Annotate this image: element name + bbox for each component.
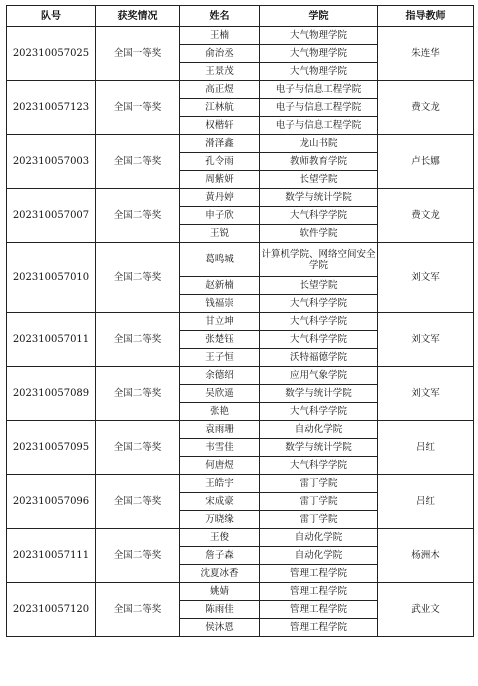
award-table [6, 5, 474, 637]
table-row [7, 475, 474, 493]
award-cell: 全国二等奖 [96, 313, 180, 367]
team-id-cell: 202310057089 [7, 367, 96, 421]
member-college-cell: 自动化学院 [260, 529, 378, 547]
member-name-cell: 申子欣 [180, 207, 260, 225]
header-college: 学院 [260, 6, 378, 27]
team-id-cell: 202310057096 [7, 475, 96, 529]
member-college-cell: 数学与统计学院 [260, 189, 378, 207]
award-cell: 全国二等奖 [96, 135, 180, 189]
member-college-cell: 管理工程学院 [260, 583, 378, 601]
member-college-cell: 自动化学院 [260, 547, 378, 565]
member-name-cell: 黄丹婷 [180, 189, 260, 207]
member-college-cell: 大气物理学院 [260, 27, 378, 45]
table-row [7, 243, 474, 277]
member-college-cell: 龙山书院 [260, 135, 378, 153]
header-teacher: 指导教师 [378, 6, 474, 27]
member-college-cell: 雷丁学院 [260, 493, 378, 511]
member-college-cell: 数学与统计学院 [260, 385, 378, 403]
member-name-cell: 何唐煜 [180, 457, 260, 475]
member-name-cell: 甘立坤 [180, 313, 260, 331]
member-college-cell: 电子与信息工程学院 [260, 117, 378, 135]
member-college-cell: 电子与信息工程学院 [260, 81, 378, 99]
teacher-cell: 杨洲木 [378, 529, 474, 583]
award-cell: 全国二等奖 [96, 367, 180, 421]
award-cell: 全国一等奖 [96, 81, 180, 135]
member-name-cell: 权楷轩 [180, 117, 260, 135]
team-id-cell: 202310057007 [7, 189, 96, 243]
member-college-cell: 软件学院 [260, 225, 378, 243]
member-college-cell: 大气科学学院 [260, 403, 378, 421]
teacher-cell: 卢长娜 [378, 135, 474, 189]
member-name-cell: 姚婧 [180, 583, 260, 601]
member-name-cell: 葛鸣城 [180, 243, 260, 277]
header-name: 姓名 [180, 6, 260, 27]
table-row [7, 529, 474, 547]
table-row [7, 421, 474, 439]
teacher-cell: 吕红 [378, 475, 474, 529]
member-name-cell: 韦雪佳 [180, 439, 260, 457]
award-cell: 全国二等奖 [96, 583, 180, 637]
teacher-cell: 朱连华 [378, 27, 474, 81]
team-id-cell: 202310057025 [7, 27, 96, 81]
team-id-cell: 202310057003 [7, 135, 96, 189]
teacher-cell: 刘文军 [378, 243, 474, 313]
award-cell: 全国一等奖 [96, 27, 180, 81]
table-header [7, 6, 474, 27]
member-college-cell: 计算机学院、网络空间安全学院 [260, 243, 378, 277]
member-college-cell: 大气科学学院 [260, 313, 378, 331]
member-name-cell: 陈雨佳 [180, 601, 260, 619]
member-college-cell: 大气物理学院 [260, 45, 378, 63]
member-name-cell: 周紫妍 [180, 171, 260, 189]
table-row [7, 189, 474, 207]
table-row [7, 583, 474, 601]
member-college-cell: 长望学院 [260, 171, 378, 189]
team-id-cell: 202310057123 [7, 81, 96, 135]
member-college-cell: 应用气象学院 [260, 367, 378, 385]
member-name-cell: 吴欣遥 [180, 385, 260, 403]
award-cell: 全国二等奖 [96, 189, 180, 243]
team-id-cell: 202310057120 [7, 583, 96, 637]
member-name-cell: 张艳 [180, 403, 260, 421]
member-college-cell: 雷丁学院 [260, 511, 378, 529]
award-cell: 全国二等奖 [96, 529, 180, 583]
member-college-cell: 管理工程学院 [260, 565, 378, 583]
member-name-cell: 詹子森 [180, 547, 260, 565]
member-name-cell: 袁雨珊 [180, 421, 260, 439]
team-id-cell: 202310057111 [7, 529, 96, 583]
member-college-cell: 电子与信息工程学院 [260, 99, 378, 117]
member-name-cell: 王子恒 [180, 349, 260, 367]
table-row [7, 367, 474, 385]
member-college-cell: 长望学院 [260, 277, 378, 295]
table-row [7, 27, 474, 45]
award-cell: 全国二等奖 [96, 421, 180, 475]
member-name-cell: 王皓宇 [180, 475, 260, 493]
member-name-cell: 张楚钰 [180, 331, 260, 349]
award-cell: 全国二等奖 [96, 475, 180, 529]
team-id-cell: 202310057010 [7, 243, 96, 313]
teacher-cell: 费文龙 [378, 81, 474, 135]
member-name-cell: 高正煜 [180, 81, 260, 99]
member-name-cell: 赵新楠 [180, 277, 260, 295]
team-id-cell: 202310057095 [7, 421, 96, 475]
member-name-cell: 王景茂 [180, 63, 260, 81]
member-name-cell: 俞治丞 [180, 45, 260, 63]
header-row [7, 6, 474, 27]
member-name-cell: 王俊 [180, 529, 260, 547]
member-college-cell: 数学与统计学院 [260, 439, 378, 457]
teacher-cell: 费文龙 [378, 189, 474, 243]
member-college-cell: 教师教育学院 [260, 153, 378, 171]
header-team-id: 队号 [7, 6, 96, 27]
member-college-cell: 管理工程学院 [260, 619, 378, 637]
member-name-cell: 钱福崇 [180, 295, 260, 313]
teacher-cell: 刘文军 [378, 367, 474, 421]
member-name-cell: 余德绍 [180, 367, 260, 385]
award-cell: 全国二等奖 [96, 243, 180, 313]
member-name-cell: 孔令雨 [180, 153, 260, 171]
teacher-cell: 刘文军 [378, 313, 474, 367]
member-name-cell: 宋成豪 [180, 493, 260, 511]
teacher-cell: 吕红 [378, 421, 474, 475]
member-college-cell: 大气科学学院 [260, 457, 378, 475]
table-row [7, 313, 474, 331]
member-college-cell: 大气科学学院 [260, 295, 378, 313]
member-name-cell: 侯沐恩 [180, 619, 260, 637]
table-row [7, 81, 474, 99]
member-college-cell: 雷丁学院 [260, 475, 378, 493]
member-college-cell: 大气科学学院 [260, 331, 378, 349]
table-row [7, 135, 474, 153]
member-college-cell: 大气物理学院 [260, 63, 378, 81]
header-award: 获奖情况 [96, 6, 180, 27]
member-name-cell: 王楠 [180, 27, 260, 45]
member-name-cell: 沈夏冰香 [180, 565, 260, 583]
member-name-cell: 王锐 [180, 225, 260, 243]
member-college-cell: 沃特福德学院 [260, 349, 378, 367]
table-body [7, 27, 474, 637]
teacher-cell: 武业文 [378, 583, 474, 637]
team-id-cell: 202310057011 [7, 313, 96, 367]
member-college-cell: 大气科学学院 [260, 207, 378, 225]
member-name-cell: 江林航 [180, 99, 260, 117]
member-name-cell: 滑泽鑫 [180, 135, 260, 153]
member-college-cell: 管理工程学院 [260, 601, 378, 619]
member-name-cell: 万晓缘 [180, 511, 260, 529]
member-college-cell: 自动化学院 [260, 421, 378, 439]
